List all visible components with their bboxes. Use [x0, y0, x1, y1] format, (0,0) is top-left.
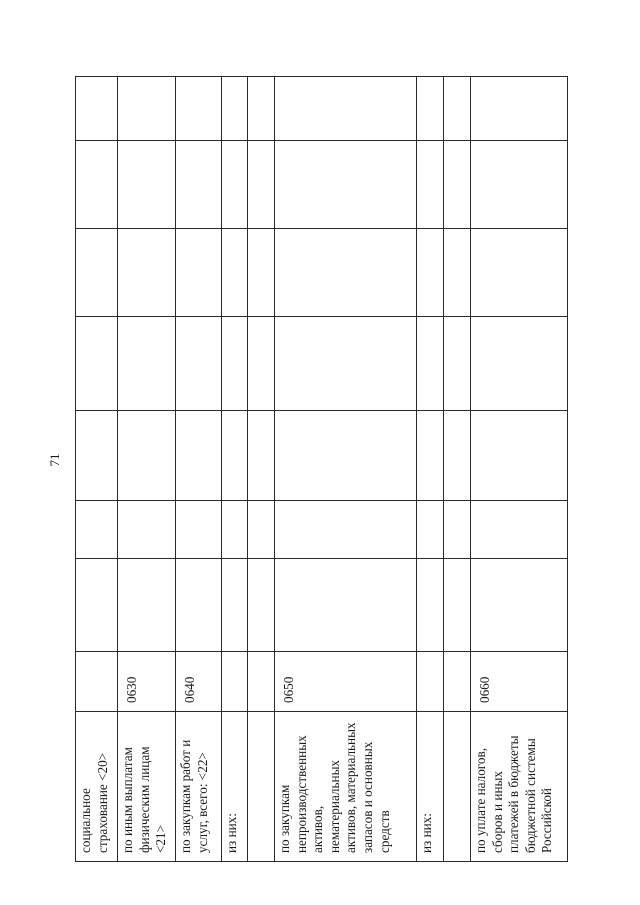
row-code-cell — [417, 652, 444, 712]
value-cell — [222, 411, 248, 501]
table-row — [118, 77, 176, 862]
row-label-cell — [444, 712, 471, 862]
value-cell — [417, 317, 444, 411]
table-row — [444, 77, 471, 862]
value-cell — [471, 317, 568, 411]
row-code — [222, 652, 228, 711]
value-cell — [222, 559, 248, 652]
value-cell — [118, 141, 176, 229]
row-code-cell — [248, 652, 275, 712]
value-cell — [176, 501, 222, 559]
table-row — [222, 77, 248, 862]
row-label: из них: — [419, 813, 434, 853]
row-code-cell — [176, 652, 222, 712]
value-cell — [275, 411, 417, 501]
value-cell — [417, 141, 444, 229]
value-cell — [248, 317, 275, 411]
value-cell — [76, 141, 118, 229]
value-cell — [176, 229, 222, 317]
row-label-cell — [76, 712, 118, 862]
row-label: по уплате налогов, сборов и иных платежей в бюджеты бюджетной системы Российской — [473, 735, 555, 853]
row-label-cell — [417, 712, 444, 862]
row-code-cell — [471, 652, 568, 712]
value-cell — [471, 77, 568, 141]
row-label: социальное страхование <20> — [78, 752, 110, 853]
value-cell — [275, 317, 417, 411]
row-code: 0640 — [182, 676, 197, 703]
row-label: из них: — [224, 813, 239, 853]
row-code-cell — [444, 652, 471, 712]
value-cell — [118, 411, 176, 501]
value-cell — [471, 501, 568, 559]
row-code-cell — [275, 652, 417, 712]
value-cell — [417, 77, 444, 141]
value-cell — [444, 559, 471, 652]
row-code — [444, 652, 450, 711]
row-code-cell — [76, 652, 118, 712]
table-row — [275, 77, 417, 862]
table-row — [471, 77, 568, 862]
value-cell — [275, 229, 417, 317]
row-code — [76, 652, 82, 711]
value-cell — [444, 501, 471, 559]
value-cell — [471, 559, 568, 652]
value-cell — [444, 317, 471, 411]
value-cell — [444, 411, 471, 501]
row-code: 0660 — [477, 676, 492, 703]
value-cell — [248, 77, 275, 141]
value-cell — [176, 141, 222, 229]
table-row — [76, 77, 118, 862]
row-label: по иным выплатам физическим лицам <21> — [120, 746, 169, 853]
row-label — [248, 712, 250, 861]
value-cell — [275, 559, 417, 652]
value-cell — [275, 501, 417, 559]
value-cell — [76, 559, 118, 652]
value-cell — [176, 559, 222, 652]
value-cell — [76, 229, 118, 317]
table-row — [248, 77, 275, 862]
value-cell — [471, 411, 568, 501]
value-cell — [275, 141, 417, 229]
value-cell — [471, 141, 568, 229]
row-label-cell — [471, 712, 568, 862]
table-row — [176, 77, 222, 862]
value-cell — [248, 229, 275, 317]
row-label-cell — [176, 712, 222, 862]
value-cell — [248, 501, 275, 559]
row-label-cell — [275, 712, 417, 862]
row-code: 0630 — [124, 676, 139, 703]
row-label-cell — [118, 712, 176, 862]
value-cell — [248, 411, 275, 501]
rotated-table-container — [75, 77, 567, 862]
row-label — [444, 712, 446, 861]
value-cell — [76, 411, 118, 501]
value-cell — [417, 501, 444, 559]
value-cell — [248, 141, 275, 229]
value-cell — [222, 229, 248, 317]
value-cell — [222, 317, 248, 411]
value-cell — [222, 141, 248, 229]
value-cell — [118, 77, 176, 141]
value-cell — [76, 77, 118, 141]
value-cell — [176, 77, 222, 141]
page-number: 71 — [47, 453, 62, 467]
value-cell — [118, 501, 176, 559]
value-cell — [222, 501, 248, 559]
value-cell — [118, 317, 176, 411]
value-cell — [417, 229, 444, 317]
value-cell — [275, 77, 417, 141]
row-label: по закупкам непроизводственных активов, нематериальных активов, материальных запасов и основных средств — [277, 722, 392, 853]
row-code — [417, 652, 423, 711]
value-cell — [444, 77, 471, 141]
value-cell — [76, 317, 118, 411]
value-cell — [248, 559, 275, 652]
value-cell — [417, 559, 444, 652]
value-cell — [444, 141, 471, 229]
table-row — [417, 77, 444, 862]
row-label-cell — [248, 712, 275, 862]
expenditure-table — [75, 76, 568, 862]
row-label: по закупкам работ и услуг, всего: <22> — [178, 739, 210, 853]
value-cell — [118, 229, 176, 317]
value-cell — [471, 229, 568, 317]
value-cell — [76, 501, 118, 559]
value-cell — [118, 559, 176, 652]
row-label-cell — [222, 712, 248, 862]
value-cell — [176, 317, 222, 411]
row-code-cell — [118, 652, 176, 712]
value-cell — [444, 229, 471, 317]
value-cell — [222, 77, 248, 141]
row-code-cell — [222, 652, 248, 712]
row-code: 0650 — [281, 676, 296, 703]
value-cell — [176, 411, 222, 501]
value-cell — [417, 411, 444, 501]
row-code — [248, 652, 254, 711]
